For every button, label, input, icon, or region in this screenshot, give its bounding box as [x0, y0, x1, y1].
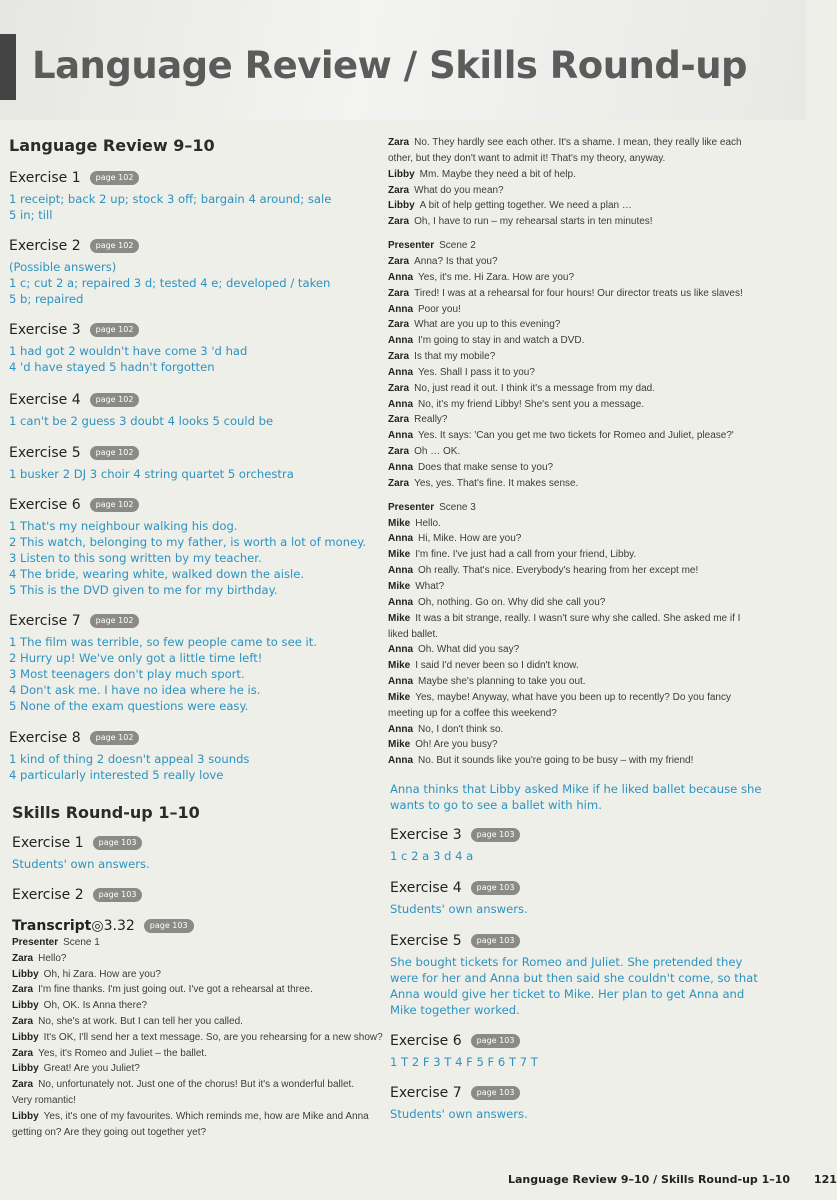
speech-text: Oh, OK. Is Anna there?: [43, 1000, 148, 1012]
answer-line: 1 The film was terrible, so few people came to see it.: [9, 635, 317, 649]
transcript-line: [388, 724, 503, 735]
transcript-line: [388, 430, 734, 441]
speaker-name: Presenter: [388, 240, 435, 252]
speaker-name: Anna: [388, 335, 413, 347]
speaker-name: Zara: [388, 351, 410, 363]
speech-text: I'm fine thanks. I'm just going out. I've got a rehearsal at three.: [38, 984, 313, 996]
speech-text: Yes, it's one of my favourites. Which reminds me, how are Mike and Anna: [43, 1110, 369, 1122]
answer-line: Students' own answers.: [390, 902, 528, 916]
exercise-label: Exercise 4: [9, 392, 81, 408]
transcript-line: [388, 335, 584, 346]
exercise-heading: [390, 1085, 520, 1101]
speaker-name: Anna: [388, 303, 413, 315]
speech-text: I'm going to stay in and watch a DVD.: [418, 335, 585, 347]
answer-line: were for her and Anna but then said she couldn't come, so that: [390, 971, 758, 985]
speaker-name: Anna: [388, 533, 413, 545]
transcript-line: [388, 185, 504, 196]
page-badge: page 103: [471, 1034, 521, 1048]
answer-line: 1 receipt; back 2 up; stock 3 off; bargain 4 around; sale: [9, 192, 332, 206]
page-badge: page 103: [144, 919, 194, 933]
exercise-label: Exercise 2: [12, 887, 84, 903]
speech-text: Oh! Are you busy?: [415, 739, 498, 751]
page-badge: page 103: [471, 881, 521, 895]
exercise-heading: [9, 392, 139, 408]
transcript-line: [388, 518, 441, 529]
answer-line: 2 Hurry up! We've only got a little time left!: [9, 651, 263, 665]
speech-text: liked ballet.: [388, 628, 439, 640]
speech-text: Scene 2: [439, 240, 476, 252]
exercise-heading: [390, 880, 520, 896]
transcript-line: [12, 1079, 354, 1090]
page-badge: page 103: [471, 934, 521, 948]
answer-line: Anna would give her ticket to Mike. Her plan to get Anna and: [390, 987, 745, 1001]
transcript-line: [388, 629, 438, 640]
speech-text: Hello.: [415, 517, 441, 529]
answer-line: 2 This watch, belonging to my father, is worth a lot of money.: [9, 535, 367, 549]
transcript-line: [388, 304, 461, 315]
section-heading-language-review: Language Review 9–10: [9, 136, 215, 155]
exercise-label: Exercise 7: [9, 613, 81, 629]
speech-text: What do you mean?: [414, 184, 504, 196]
page-badge: page 102: [90, 239, 140, 253]
speech-text: Scene 3: [439, 501, 476, 513]
speaker-name: Mike: [388, 660, 411, 672]
transcript-line: [12, 984, 313, 995]
transcript-line: [388, 613, 740, 624]
speech-text: No. But it sounds like you're going to be busy – with my friend!: [418, 755, 694, 767]
speech-text: I said I'd never been so I didn't know.: [415, 660, 579, 672]
answer-line: 1 kind of thing 2 doesn't appeal 3 sounds: [9, 752, 250, 766]
transcript-line: [388, 137, 742, 148]
speech-text: No, she's at work. But I can tell her you called.: [38, 1016, 243, 1027]
speaker-name: Mike: [388, 580, 411, 592]
transcript-line: [12, 937, 100, 948]
speech-text: Does that make sense to you?: [418, 462, 554, 473]
answer-line: She bought tickets for Romeo and Juliet. She pretended they: [390, 955, 743, 969]
speaker-name: Anna: [388, 723, 413, 735]
speech-text: I'm fine. I've just had a call from your friend, Libby.: [415, 549, 637, 561]
page-badge: page 102: [90, 446, 140, 460]
speech-text: Yes, yes. That's fine. It makes sense.: [414, 477, 579, 489]
speech-text: Maybe she's planning to take you out.: [418, 676, 586, 688]
speaker-name: Mike: [388, 517, 411, 529]
transcript-line: [388, 200, 632, 211]
exercise-label: Exercise 7: [390, 1085, 462, 1101]
transcript-line: [388, 414, 447, 425]
speaker-name: Zara: [388, 137, 410, 148]
transcript-line: [388, 549, 636, 560]
answer-line: 4 The bride, wearing white, walked down the aisle.: [9, 567, 305, 581]
speech-text: What are you up to this evening?: [414, 319, 561, 331]
page-badge: page 103: [93, 836, 143, 850]
speech-text: Oh, nothing. Go on. Why did she call you?: [418, 596, 606, 608]
section-heading-skills-roundup: Skills Round-up 1–10: [12, 803, 200, 822]
transcript-line: [12, 1095, 76, 1106]
speech-text: Really?: [414, 414, 448, 426]
transcript-line: [388, 319, 560, 330]
speech-text: Very romantic!: [12, 1095, 76, 1106]
page-badge: page 102: [90, 393, 140, 407]
speaker-name: Zara: [388, 446, 410, 458]
speaker-name: Mike: [388, 612, 411, 624]
transcript-line: [388, 240, 476, 251]
exercise-label: Exercise 6: [9, 497, 81, 513]
footer-text: Language Review 9–10 / Skills Round-up 1–10: [508, 1173, 791, 1186]
transcript-heading: [12, 918, 194, 934]
transcript-line: [388, 597, 605, 608]
transcript-line: [12, 1111, 369, 1122]
speaker-name: Mike: [388, 691, 411, 703]
transcript-line: [388, 565, 698, 576]
answer-line: 4 Don't ask me. I have no idea where he is.: [9, 683, 261, 697]
speech-text: Hello?: [38, 952, 67, 964]
answer-line: 1 c; cut 2 a; repaired 3 d; tested 4 e; developed / taken: [9, 276, 331, 290]
speech-text: Yes, it's me. Hi Zara. How are you?: [418, 271, 575, 283]
transcript-line: [388, 367, 535, 378]
transcript-line: [12, 1048, 207, 1059]
speaker-name: Zara: [12, 1047, 34, 1059]
answer-line: 4 'd have stayed 5 hadn't forgotten: [9, 360, 215, 374]
speech-text: What?: [415, 580, 445, 592]
speaker-name: Mike: [388, 549, 411, 561]
transcript-line: [388, 478, 578, 489]
answer-line: 5 in; till: [9, 208, 53, 222]
page-footer: [508, 1173, 837, 1186]
transcript-line: [388, 676, 586, 687]
speaker-name: Zara: [12, 1016, 34, 1027]
transcript-line: [388, 256, 498, 267]
exercise-label: Exercise 3: [9, 322, 81, 338]
speaker-name: Anna: [388, 462, 413, 473]
speaker-name: Zara: [12, 984, 34, 996]
answer-line: Mike together worked.: [390, 1003, 520, 1017]
speech-text: Anna? Is that you?: [414, 255, 498, 267]
answer-line: 1 can't be 2 guess 3 doubt 4 looks 5 could be: [9, 414, 274, 428]
answer-line: 1 busker 2 DJ 3 choir 4 string quartet 5 orchestra: [9, 467, 294, 481]
transcript-line: [388, 383, 655, 394]
transcript-line: [388, 708, 557, 719]
answer-line: wants to go to see a ballet with him.: [390, 798, 602, 812]
speech-text: getting on? Are they going out together yet?: [12, 1126, 207, 1138]
answer-line: 5 This is the DVD given to me for my birthday.: [9, 583, 278, 597]
exercise-heading: [9, 497, 139, 513]
speaker-name: Zara: [388, 287, 410, 299]
speaker-name: Presenter: [12, 937, 59, 948]
speech-text: Scene 1: [63, 937, 100, 948]
transcript-line: [388, 169, 576, 180]
speaker-name: Zara: [388, 216, 410, 228]
speech-text: Oh. What did you say?: [418, 644, 520, 656]
speaker-name: Libby: [388, 200, 415, 212]
speech-text: Mm. Maybe they need a bit of help.: [419, 168, 576, 180]
transcript-line: [12, 1127, 206, 1138]
answer-line: (Possible answers): [9, 260, 117, 274]
answer-line: Anna thinks that Libby asked Mike if he liked ballet because she: [390, 782, 762, 796]
transcript-line: [388, 660, 579, 671]
speech-text: No, just read it out. I think it's a message from my dad.: [414, 382, 656, 394]
exercise-label: Exercise 1: [9, 170, 81, 186]
track-number: 3.32: [103, 918, 135, 934]
speaker-name: Libby: [12, 1063, 39, 1075]
transcript-line: [388, 692, 731, 703]
transcript-line: [12, 953, 66, 964]
transcript-line: [388, 288, 743, 299]
transcript-line: [388, 446, 460, 457]
transcript-line: [388, 502, 476, 513]
page-badge: page 103: [93, 888, 143, 902]
page-title: Language Review / Skills Round-up: [32, 44, 748, 87]
exercise-label: Exercise 3: [390, 827, 462, 843]
answer-line: 1 c 2 a 3 d 4 a: [390, 849, 474, 863]
exercise-label: Exercise 6: [390, 1033, 462, 1049]
exercise-label: Exercise 8: [9, 730, 81, 746]
speech-text: meeting up for a coffee this weekend?: [388, 707, 557, 719]
exercise-heading: [9, 613, 139, 629]
speech-text: Hi, Mike. How are you?: [418, 533, 522, 545]
transcript-line: [12, 1032, 383, 1043]
speech-text: Yes, maybe! Anyway, what have you been up to recently? Do you fancy: [415, 691, 731, 703]
exercise-heading: [9, 238, 139, 254]
speech-text: Oh, I have to run – my rehearsal starts in ten minutes!: [414, 216, 653, 228]
title-banner: [0, 0, 806, 120]
speaker-name: Anna: [388, 644, 413, 656]
exercise-label: Exercise 5: [9, 445, 81, 461]
speaker-name: Anna: [388, 676, 413, 688]
speaker-name: Zara: [388, 255, 410, 267]
exercise-label: Exercise 5: [390, 933, 462, 949]
answer-line: 3 Most teenagers don't play much sport.: [9, 667, 245, 681]
speech-text: other, but they don't want to admit it! That's my theory, anyway.: [388, 152, 666, 164]
exercise-heading: [9, 170, 139, 186]
speaker-name: Zara: [388, 319, 410, 331]
transcript-label: Transcript: [12, 918, 92, 934]
answer-line: 5 b; repaired: [9, 292, 84, 306]
transcript-line: [12, 969, 161, 980]
page-badge: page 102: [90, 323, 140, 337]
speaker-name: Anna: [388, 755, 413, 767]
exercise-heading: [12, 835, 142, 851]
speaker-name: Anna: [388, 596, 413, 608]
speaker-name: Zara: [12, 952, 34, 964]
speaker-name: Zara: [388, 414, 410, 426]
transcript-line: [388, 462, 553, 473]
speaker-name: Libby: [12, 1000, 39, 1012]
exercise-heading: [390, 827, 520, 843]
transcript-line: [388, 533, 521, 544]
speaker-name: Zara: [388, 382, 410, 394]
speech-text: Oh … OK.: [414, 446, 461, 458]
page-badge: page 102: [90, 498, 140, 512]
page-badge: page 102: [90, 171, 140, 185]
page-badge: page 103: [471, 1086, 521, 1100]
exercise-label: Exercise 2: [9, 238, 81, 254]
audio-icon: ◎: [91, 918, 104, 934]
answer-line: 3 Listen to this song written by my teacher.: [9, 551, 262, 565]
transcript-line: [12, 1000, 147, 1011]
speech-text: Poor you!: [418, 303, 461, 315]
exercise-heading: [9, 322, 139, 338]
speech-text: Oh, hi Zara. How are you?: [43, 968, 161, 980]
speech-text: Tired! I was at a rehearsal for four hours! Our director treats us like slaves!: [414, 287, 743, 299]
exercise-heading: [9, 445, 139, 461]
speaker-name: Zara: [388, 184, 410, 196]
speech-text: No, I don't think so.: [418, 723, 504, 735]
transcript-line: [12, 1063, 140, 1074]
speaker-name: Anna: [388, 271, 413, 283]
speaker-name: Anna: [388, 366, 413, 378]
transcript-line: [388, 755, 693, 766]
speaker-name: Mike: [388, 739, 411, 751]
speech-text: Yes. It says: 'Can you get me two tickets for Romeo and Juliet, please?': [418, 430, 734, 442]
speech-text: Great! Are you Juliet?: [43, 1063, 140, 1075]
speaker-name: Zara: [388, 477, 410, 489]
speaker-name: Libby: [12, 968, 39, 980]
transcript-line: [388, 581, 444, 592]
transcript-line: [388, 739, 498, 750]
speech-text: Yes. Shall I pass it to you?: [418, 366, 535, 378]
speaker-name: Libby: [388, 168, 415, 180]
speech-text: Is that my mobile?: [414, 351, 496, 363]
exercise-heading: [12, 887, 142, 903]
answer-line: 5 None of the exam questions were easy.: [9, 699, 249, 713]
speech-text: No. They hardly see each other. It's a shame. I mean, they really like each: [414, 137, 742, 148]
speech-text: No, it's my friend Libby! She's sent you a message.: [418, 398, 645, 410]
speaker-name: Zara: [12, 1079, 34, 1091]
transcript-line: [388, 351, 495, 362]
speech-text: Yes, it's Romeo and Juliet – the ballet.: [38, 1047, 207, 1059]
exercise-heading: [9, 730, 139, 746]
speech-text: Oh really. That's nice. Everybody's hearing from her except me!: [418, 565, 699, 577]
transcript-line: [388, 272, 574, 283]
answer-line: 4 particularly interested 5 really love: [9, 768, 224, 782]
answer-line: 1 T 2 F 3 T 4 F 5 F 6 T 7 T: [390, 1055, 538, 1069]
speech-text: No, unfortunately not. Just one of the chorus! But it's a wonderful ballet.: [38, 1079, 355, 1091]
exercise-heading: [390, 1033, 520, 1049]
speaker-name: Anna: [388, 430, 413, 442]
page-badge: page 102: [90, 614, 140, 628]
transcript-line: [12, 1016, 243, 1027]
answer-line: Students' own answers.: [390, 1107, 528, 1121]
answer-line: Students' own answers.: [12, 857, 150, 871]
exercise-heading: [390, 933, 520, 949]
page-badge: page 102: [90, 731, 140, 745]
speech-text: It's OK, I'll send her a text message. So, are you rehearsing for a new show?: [43, 1031, 383, 1043]
speaker-name: Libby: [12, 1031, 39, 1043]
answer-line: 1 had got 2 wouldn't have come 3 'd had: [9, 344, 248, 358]
exercise-label: Exercise 4: [390, 880, 462, 896]
transcript-line: [388, 399, 644, 410]
exercise-label: Exercise 1: [12, 835, 84, 851]
transcript-line: [388, 216, 653, 227]
speaker-name: Libby: [12, 1110, 39, 1122]
speech-text: A bit of help getting together. We need a plan …: [419, 200, 632, 212]
transcript-line: [388, 153, 665, 164]
answer-line: 1 That's my neighbour walking his dog.: [9, 519, 238, 533]
speaker-name: Anna: [388, 565, 413, 577]
speech-text: It was a bit strange, really. I wasn't sure why she called. She asked me if I: [415, 612, 741, 624]
page-badge: page 103: [471, 828, 521, 842]
page-number: 121: [813, 1173, 837, 1186]
speaker-name: Anna: [388, 398, 413, 410]
speaker-name: Presenter: [388, 501, 435, 513]
title-accent-bar: [0, 34, 16, 100]
transcript-line: [388, 644, 519, 655]
